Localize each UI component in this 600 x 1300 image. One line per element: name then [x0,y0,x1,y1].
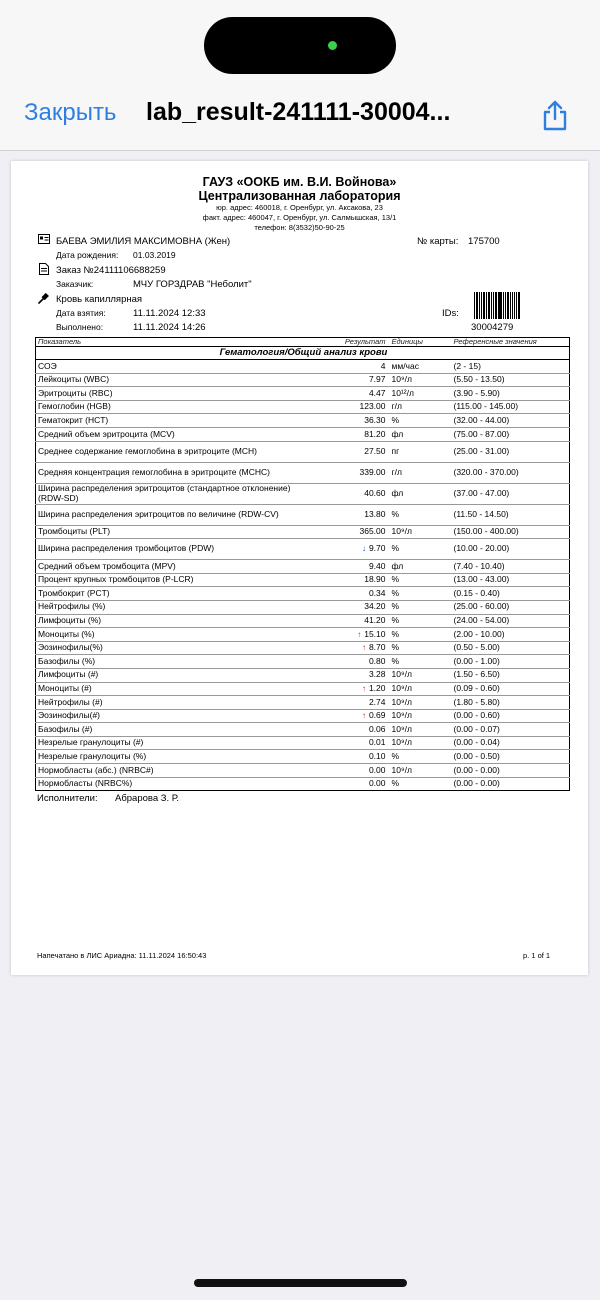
reference-cell: (3.90 - 5.90) [452,387,570,401]
result-value: 9.70 [368,543,386,554]
result-value: 9.40 [368,560,386,571]
table-row [36,696,570,710]
camera-indicator-icon [328,41,337,50]
reference-cell: (0.00 - 1.00) [452,655,570,669]
table-row [36,668,570,682]
indicator-name: Средняя концентрация гемоглобина в эритроците (MCHC) [36,462,312,483]
indicator-name: Эозинофилы(#) [36,709,312,723]
barcode-number: 30004279 [471,322,514,333]
ids-label: IDs: [442,308,459,319]
order-document-icon [39,263,49,275]
customer-label: Заказчик: [56,279,94,289]
unit-cell: % [390,600,452,614]
lab-name: Централизованная лаборатория [198,189,401,203]
result-value: 0.06 [368,723,386,734]
indicator-name: Нормобласты (NRBC%) [38,778,133,789]
indicator-name: Ширина распределения тромбоцитов (PDW) [36,539,312,560]
result-cell [312,614,390,628]
reference-cell: (320.00 - 370.00) [452,462,570,483]
result-cell [312,668,390,682]
dynamic-island [204,17,396,74]
reference-cell: (75.00 - 87.00) [452,427,570,441]
table-row [36,504,570,525]
unit-cell: фл [390,483,452,504]
result-cell [312,764,390,778]
result-value: 34.20 [364,601,386,612]
table-row [36,387,570,401]
table-row [36,723,570,737]
result-value: 81.20 [364,428,386,439]
result-value: 36.30 [364,414,386,425]
result-cell [312,427,390,441]
unit-cell: 10⁹/л [390,696,452,710]
birth-date: 01.03.2019 [133,250,176,260]
executors-label: Исполнители: [37,793,98,804]
result-cell [312,587,390,601]
unit-cell: % [390,655,452,669]
reference-cell: (0.50 - 5.00) [452,641,570,655]
share-button[interactable] [538,98,572,132]
unit-cell: г/л [390,400,452,414]
unit-cell: фл [390,560,452,574]
table-row [36,641,570,655]
indicator-name: Нейтрофилы (#) [36,696,312,710]
reference-cell: (0.15 - 0.40) [452,587,570,601]
unit-cell: 10¹²/л [390,387,452,401]
table-row [36,360,570,374]
reference-cell: (115.00 - 145.00) [452,400,570,414]
result-cell [312,655,390,669]
result-value: 27.50 [364,445,386,456]
indicator-name: Гематокрит (HCT) [36,414,312,428]
reference-cell: (25.00 - 31.00) [452,441,570,462]
customer: МЧУ ГОРЗДРАВ "Неболит" [133,279,252,290]
unit-cell: 10⁹/л [390,709,452,723]
result-value: 0.34 [368,587,386,598]
reference-cell: (0.00 - 0.00) [452,764,570,778]
card-number-label: № карты: [417,236,459,247]
result-value: 40.60 [364,487,386,498]
reference-cell: (0.00 - 0.07) [452,723,570,737]
result-value: 8.70 [368,642,386,653]
indicator-name: Процент крупных тромбоцитов (P-LCR) [36,573,312,587]
reference-cell: (150.00 - 400.00) [452,525,570,539]
unit-cell: % [390,587,452,601]
table-row [36,750,570,764]
table-row [36,628,570,642]
result-cell [312,723,390,737]
table-group-row [36,347,570,360]
result-cell [312,628,390,642]
patient-card-icon [38,234,50,244]
close-button[interactable]: Закрыть [24,99,117,126]
result-cell [312,573,390,587]
result-value: 365.00 [359,526,386,537]
unit-cell: % [390,539,452,560]
indicator-name: СОЭ [36,360,312,374]
table-row [36,709,570,723]
result-cell [312,539,390,560]
reference-cell: (2 - 15) [452,360,570,374]
result-value: 339.00 [359,466,386,477]
result-cell [312,441,390,462]
unit-cell: % [390,641,452,655]
phone: телефон: 8(3532)50-90-25 [254,223,345,232]
taken-date: 11.11.2024 12:33 [133,308,206,319]
result-cell [312,682,390,696]
page-number: p. 1 of 1 [523,951,551,960]
table-row [36,441,570,462]
indicator-name: Среднее содержание гемоглобина в эритроците (MCH) [36,441,312,462]
result-cell [312,709,390,723]
arrow-up-icon: ↑ [361,711,366,721]
unit-cell: % [390,628,452,642]
result-value: 123.00 [359,401,386,412]
column-header-reference: Референсные значения [452,338,570,347]
result-value: 3.28 [368,669,386,680]
birth-date-label: Дата рождения: [56,250,119,260]
reference-cell: (32.00 - 44.00) [452,414,570,428]
unit-cell: 10⁹/л [390,736,452,750]
table-row [36,400,570,414]
table-row [36,373,570,387]
table-row [36,525,570,539]
indicator-name: Средний объем тромбоцита (MPV) [36,560,312,574]
indicator-name: Ширина распределения эритроцитов по величине (RDW-CV) [36,504,312,525]
reference-cell: (7.40 - 10.40) [452,560,570,574]
result-value: 0.00 [368,778,386,789]
taken-date-label: Дата взятия: [56,308,106,318]
unit-cell: пг [390,441,452,462]
table-row [36,600,570,614]
result-value: 13.80 [364,508,386,519]
card-number: 175700 [468,236,500,247]
indicator-name: Базофилы (%) [36,655,312,669]
reference-cell: (11.50 - 14.50) [452,504,570,525]
reference-cell: (0.00 - 0.50) [452,750,570,764]
document-page [11,161,588,975]
result-cell [312,504,390,525]
result-cell [312,373,390,387]
result-value: 18.90 [364,574,386,585]
result-value: 0.69 [368,710,386,721]
result-cell [312,750,390,764]
results-table [35,337,570,791]
patient-name: БАЕВА ЭМИЛИЯ МАКСИМОВНА (Жен) [56,236,231,247]
result-value: 7.97 [368,374,386,385]
unit-cell: 10⁹/л [390,764,452,778]
result-cell [312,696,390,710]
reference-cell: (24.00 - 54.00) [452,614,570,628]
arrow-up-icon: ↑ [361,643,366,653]
table-row [36,682,570,696]
result-cell [312,600,390,614]
result-value: 0.10 [368,751,386,762]
indicator-name: Лейкоциты (WBC) [36,373,312,387]
column-header-units: Единицы [390,338,452,347]
indicator-name: Эозинофилы(%) [36,641,312,655]
unit-cell: % [390,573,452,587]
indicator-name: Моноциты (%) [36,628,312,642]
result-value: 41.20 [364,615,386,626]
legal-address: юр. адрес: 460018, г. Оренбург, ул. Аксакова, 23 [216,203,383,212]
indicator-name: Лимфоциты (#) [36,668,312,682]
table-row [36,539,570,560]
indicator-name: Средний объем эритроцита (MCV) [36,427,312,441]
unit-cell: фл [390,427,452,441]
printed-info: Напечатано в ЛИС Ариадна: 11.11.2024 16:50:43 [37,951,207,960]
table-row [36,587,570,601]
result-cell [312,400,390,414]
reference-cell: (0.09 - 0.60) [452,682,570,696]
unit-cell: 10⁹/л [390,668,452,682]
result-cell [312,641,390,655]
result-value: 15.10 [364,628,386,639]
result-cell [312,560,390,574]
unit-cell: % [390,414,452,428]
table-row [36,736,570,750]
group-title: Гематология/Общий анализ крови [36,347,570,360]
sample-pipette-icon [38,292,50,304]
result-cell [312,387,390,401]
indicator-name: Тромбоциты (PLT) [36,525,312,539]
executor-name: Абрарова З. Р. [115,793,179,804]
reference-cell: (0.00 - 0.00) [453,778,500,789]
arrow-up-icon: ↑ [361,684,366,694]
indicator-name: Тромбокрит (PCT) [36,587,312,601]
order-number: Заказ №24111106688259 [56,265,166,276]
unit-cell: % [391,778,400,789]
document-title: lab_result-241111-30004... [146,98,451,126]
actual-address: факт. адрес: 460047, г. Оренбург, ул. Салмышская, 13/1 [202,213,397,222]
table-row [36,764,570,778]
result-value: 0.01 [368,737,386,748]
column-header-indicator: Показатель [36,338,312,347]
result-cell [312,525,390,539]
reference-cell: (0.00 - 0.04) [452,736,570,750]
done-date: 11.11.2024 14:26 [133,322,206,333]
indicator-name: Моноциты (#) [36,682,312,696]
result-value: 4 [380,360,386,371]
result-value: 1.20 [368,683,386,694]
result-value: 0.80 [368,655,386,666]
share-icon [538,98,572,132]
done-date-label: Выполнено: [56,322,104,332]
result-cell [312,414,390,428]
reference-cell: (13.00 - 43.00) [452,573,570,587]
unit-cell: 10⁹/л [390,525,452,539]
result-cell [312,360,390,374]
table-row [36,655,570,669]
result-cell [312,736,390,750]
result-value: 0.00 [368,764,386,775]
table-row [36,777,570,791]
barcode [474,292,521,319]
arrow-down-icon: ↓ [361,544,366,554]
unit-cell: 10⁹/л [390,682,452,696]
unit-cell: 10⁹/л [390,373,452,387]
table-row [36,427,570,441]
result-cell [312,483,390,504]
unit-cell: % [390,750,452,764]
reference-cell: (1.50 - 6.50) [452,668,570,682]
column-header-result: Результат [312,338,390,347]
table-row [36,560,570,574]
reference-cell: (2.00 - 10.00) [452,628,570,642]
top-bar [0,0,600,151]
unit-cell: г/л [390,462,452,483]
org-name: ГАУЗ «ООКБ им. В.И. Войнова» [202,175,397,189]
indicator-name: Нейтрофилы (%) [36,600,312,614]
result-cell [312,462,390,483]
unit-cell: % [390,504,452,525]
result-cell [312,777,390,791]
indicator-name: Гемоглобин (HGB) [36,400,312,414]
indicator-name: Незрелые гранулоциты (#) [36,736,312,750]
indicator-name: Базофилы (#) [36,723,312,737]
reference-cell: (0.00 - 0.60) [452,709,570,723]
indicator-name: Лимфоциты (%) [36,614,312,628]
arrow-up-icon: ↑ [357,629,362,639]
reference-cell: (10.00 - 20.00) [452,539,570,560]
table-row [36,614,570,628]
unit-cell: мм/час [390,360,452,374]
unit-cell: 10⁹/л [390,723,452,737]
table-header-row [36,338,570,347]
sample-type: Кровь капиллярная [56,294,143,305]
reference-cell: (5.50 - 13.50) [452,373,570,387]
table-row [36,414,570,428]
table-row [36,483,570,504]
indicator-name: Эритроциты (RBC) [36,387,312,401]
reference-cell: (1.80 - 5.80) [452,696,570,710]
table-row [36,462,570,483]
indicator-name: Ширина распределения эритроцитов (стандартное отклонение) (RDW-SD) [36,483,312,504]
table-row [36,573,570,587]
result-value: 4.47 [368,387,386,398]
home-indicator [194,1279,407,1287]
indicator-name: Незрелые гранулоциты (%) [36,750,312,764]
unit-cell: % [390,614,452,628]
indicator-name: Нормобласты (абс.) (NRBC#) [36,764,312,778]
result-value: 2.74 [368,696,386,707]
reference-cell: (25.00 - 60.00) [452,600,570,614]
reference-cell: (37.00 - 47.00) [452,483,570,504]
